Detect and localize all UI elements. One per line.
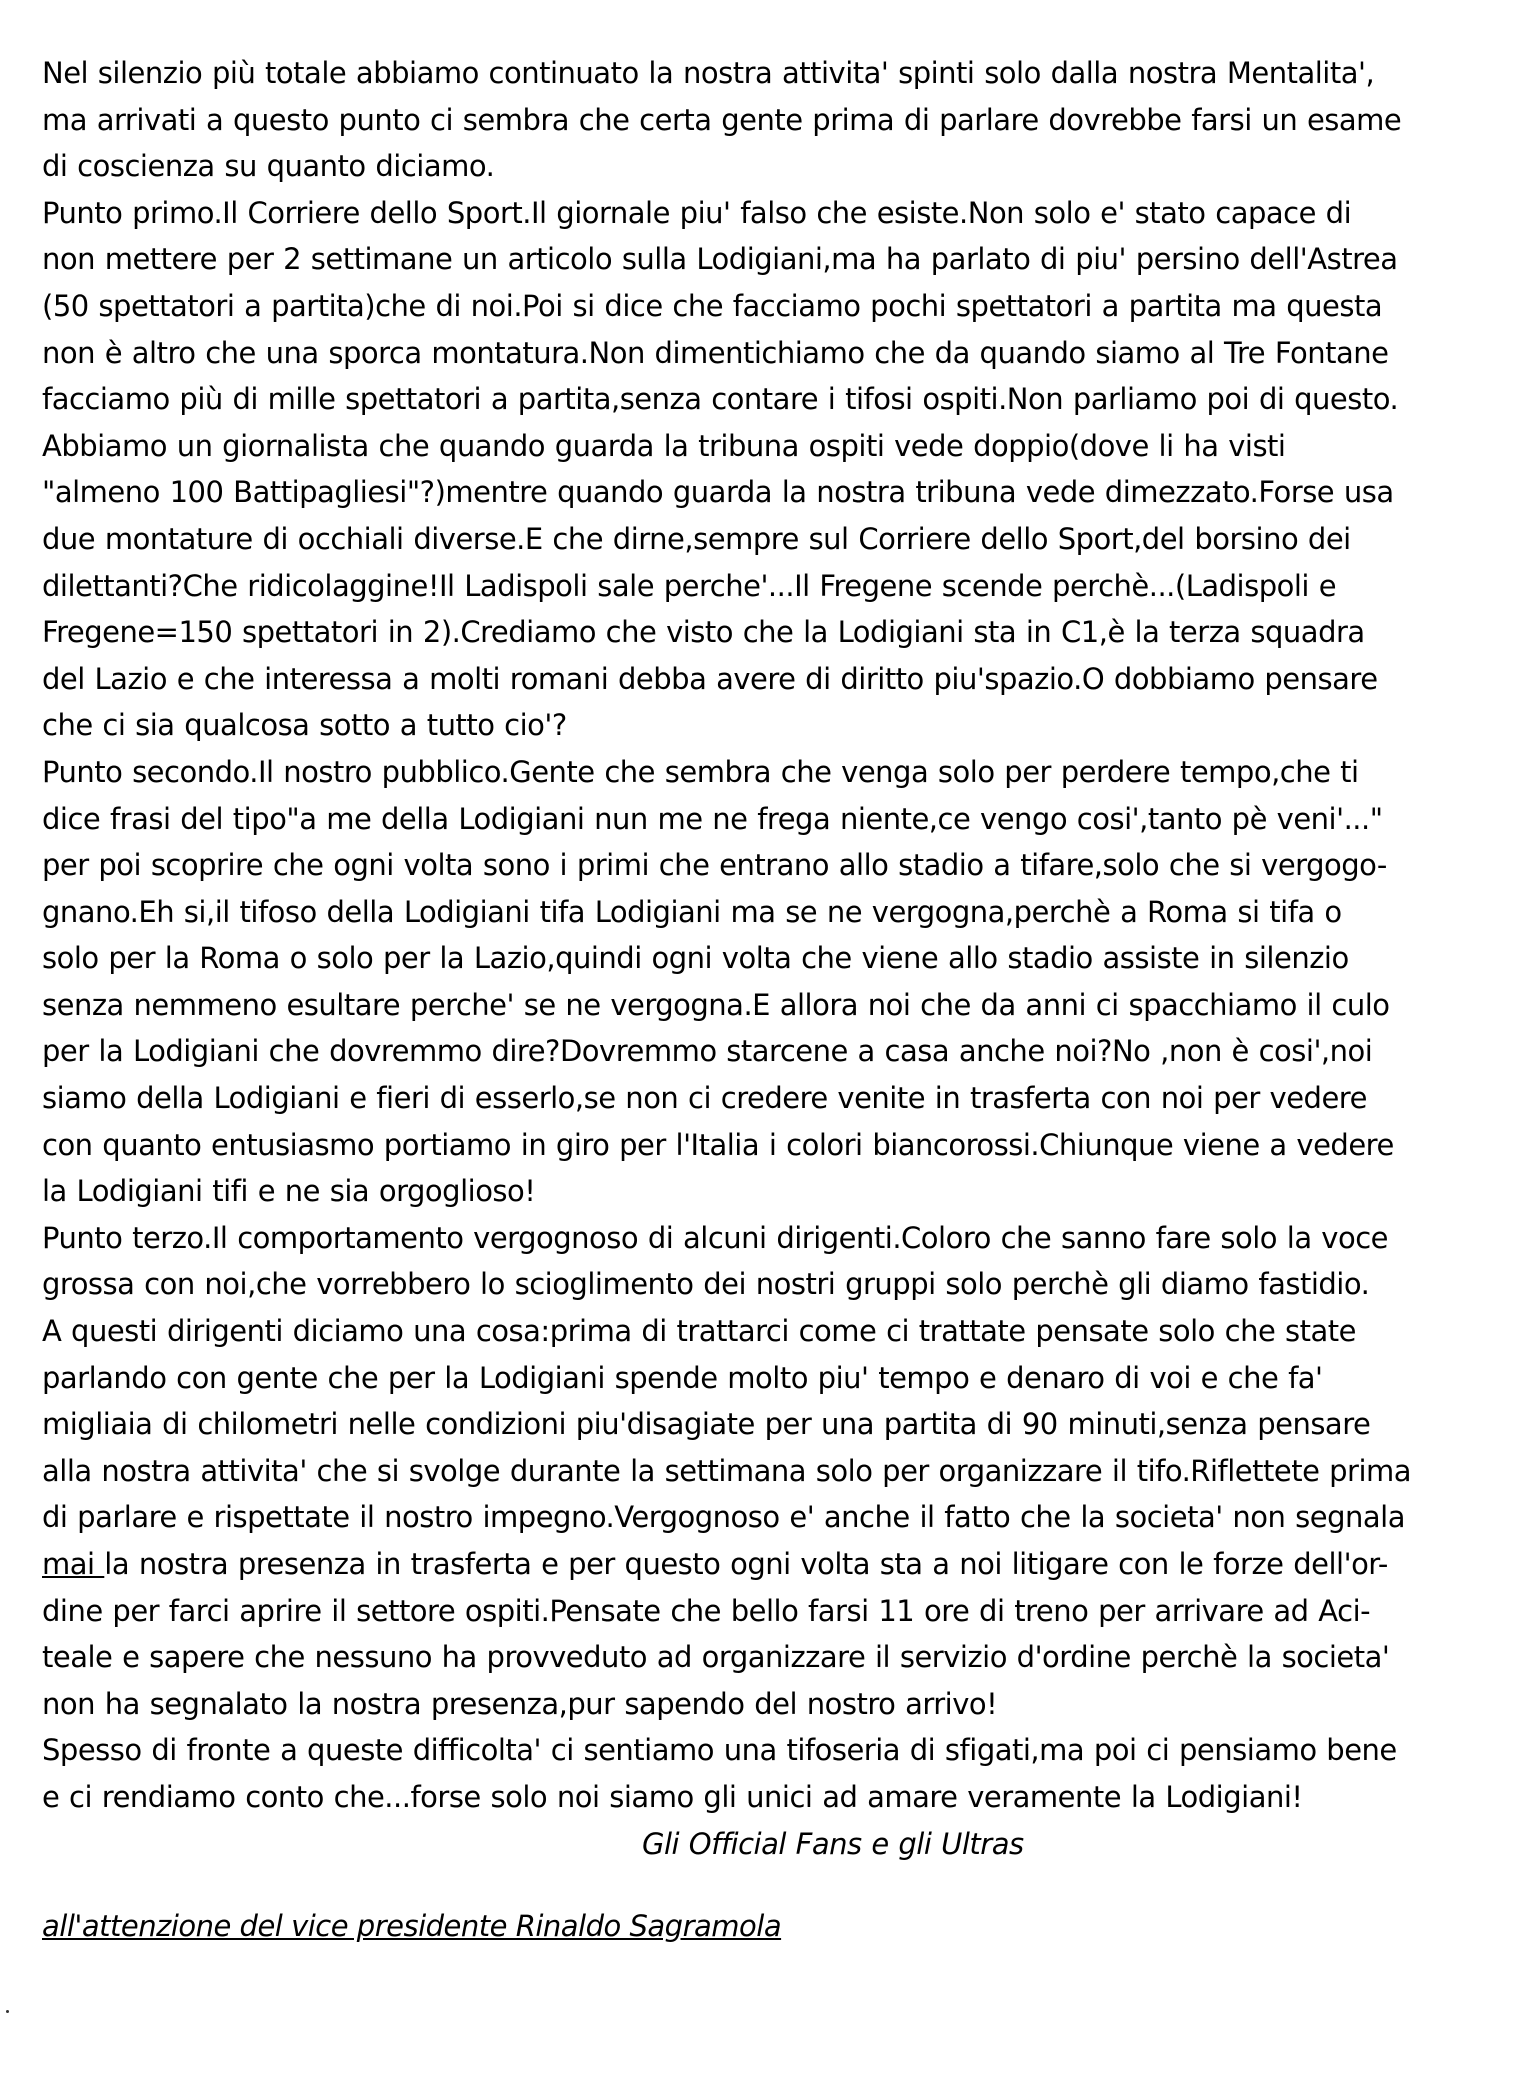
letter-line: dine per farci aprire il settore ospiti.Pensate che bello farsi 11 ore di treno per arrivare ad Aci-	[42, 1593, 1371, 1628]
letter-line: ma arrivati a questo punto ci sembra che certa gente prima di parlare dovrebbe farsi un esame	[42, 102, 1402, 137]
letter-line: di coscienza su quanto diciamo.	[42, 149, 495, 184]
letter-line: Spesso di fronte a queste difficolta' ci sentiamo una tifoseria di sfigati,ma poi ci pensiamo bene	[42, 1733, 1397, 1768]
letter-line: Nel silenzio più totale abbiamo continuato la nostra attivita' spinti solo dalla nostra Mentalita',	[42, 56, 1375, 90]
letter-line: siamo della Lodigiani e fieri di esserlo,se non ci credere venite in trasferta con noi per vedere	[42, 1081, 1367, 1116]
letter-line-mai	[42, 1541, 1512, 1588]
letter-line: che ci sia qualcosa sotto a tutto cio'?	[42, 708, 567, 743]
letter-line: e ci rendiamo conto che...forse solo noi siamo gli unici ad amare veramente la Lodigiani!	[42, 1779, 1303, 1814]
letter-line: Punto terzo.Il comportamento vergognoso di alcuni dirigenti.Coloro che sanno fare solo la voce	[42, 1220, 1388, 1255]
letter-line: due montature di occhiali diverse.E che dirne,sempre sul Corriere dello Sport,del borsino dei	[42, 521, 1351, 556]
letter-line: grossa con noi,che vorrebbero lo scioglimento dei nostri gruppi solo perchè gli diamo fastidio.	[42, 1267, 1370, 1302]
letter-line: Punto primo.Il Corriere dello Sport.Il giornale piu' falso che esiste.Non solo e' stato capace di	[42, 195, 1352, 230]
letter-line: non mettere per 2 settimane un articolo sulla Lodigiani,ma ha parlato di piu' persino dell'Astrea	[42, 242, 1398, 277]
letter-line: gnano.Eh si,il tifoso della Lodigiani tifa Lodigiani ma se ne vergogna,perchè a Roma si tifa o	[42, 894, 1342, 929]
addressee-note: all'attenzione del vice presidente Rinaldo Sagramola	[42, 1909, 782, 1943]
letter-line: (50 spettatori a partita)che di noi.Poi si dice che facciamo pochi spettatori a partita ma questa	[42, 288, 1383, 323]
letter-line: solo per la Roma o solo per la Lazio,quindi ogni volta che viene allo stadio assiste in silenzio	[42, 941, 1349, 976]
letter-line: dice frasi del tipo"a me della Lodigiani nun me ne frega niente,ce vengo cosi',tanto pè veni'..."	[42, 801, 1383, 836]
letter-line: con quanto entusiasmo portiamo in giro per l'Italia i colori biancorossi.Chiunque viene a vedere	[42, 1127, 1394, 1162]
letter-line: la Lodigiani tifi e ne sia orgoglioso!	[42, 1174, 536, 1209]
letter-line: "almeno 100 Battipagliesi"?)mentre quando guarda la nostra tribuna vede dimezzato.Forse usa	[42, 475, 1394, 510]
letter-line: di parlare e rispettate il nostro impegno.Vergognoso e' anche il fatto che la societa' non segnala	[42, 1500, 1405, 1535]
letter-line: per la Lodigiani che dovremmo dire?Dovremmo starcene a casa anche noi?No ,non è cosi',noi	[42, 1034, 1373, 1069]
letter-line: non è altro che una sporca montatura.Non dimentichiamo che da quando siamo al Tre Fontane	[42, 335, 1389, 370]
letter-line: alla nostra attivita' che si svolge durante la settimana solo per organizzare il tifo.Riflettete prima	[42, 1453, 1412, 1488]
letter-line: teale e sapere che nessuno ha provveduto ad organizzare il servizio d'ordine perchè la societa'	[42, 1640, 1390, 1675]
letter-line: parlando con gente che per la Lodigiani spende molto piu' tempo e denaro di voi e che fa'	[42, 1360, 1323, 1395]
letter-line: non ha segnalato la nostra presenza,pur sapendo del nostro arrivo!	[42, 1686, 998, 1721]
letter-line: Fregene=150 spettatori in 2).Crediamo che visto che la Lodigiani sta in C1,è la terza squadra	[42, 615, 1365, 650]
scan-speck	[6, 2010, 9, 2013]
letter-line: A questi dirigenti diciamo una cosa:prima di trattarci come ci trattate pensate solo che state	[42, 1314, 1356, 1349]
letter-line: Punto secondo.Il nostro pubblico.Gente che sembra che venga solo per perdere tempo,che ti	[42, 754, 1359, 789]
letter-line: senza nemmeno esultare perche' se ne vergogna.E allora noi che da anni ci spacchiamo il culo	[42, 987, 1390, 1022]
letter-line: dilettanti?Che ridicolaggine!Il Ladispoli sale perche'...Il Fregene scende perchè...(Ladispoli e	[42, 568, 1337, 603]
letter-line: del Lazio e che interessa a molti romani debba avere di diritto piu'spazio.O dobbiamo pensare	[42, 661, 1378, 696]
letter-signature: Gli Official Fans e gli Ultras	[642, 1826, 1024, 1861]
underlined-word-mai: mai	[42, 1547, 105, 1581]
letter-line: Abbiamo un giornalista che quando guarda la tribuna ospiti vede doppio(dove li ha visti	[42, 428, 1286, 463]
letter-line-rest: la nostra presenza in trasferta e per questo ogni volta sta a noi litigare con le forze dell'or-	[104, 1547, 1388, 1581]
letter-line: facciamo più di mille spettatori a partita,senza contare i tifosi ospiti.Non parliamo poi di questo.	[42, 382, 1399, 417]
letter-line: migliaia di chilometri nelle condizioni piu'disagiate per una partita di 90 minuti,senza pensare	[42, 1407, 1371, 1442]
letter-body	[42, 50, 1512, 1867]
letter-line: per poi scoprire che ogni volta sono i primi che entrano allo stadio a tifare,solo che si vergogo-	[42, 848, 1387, 883]
